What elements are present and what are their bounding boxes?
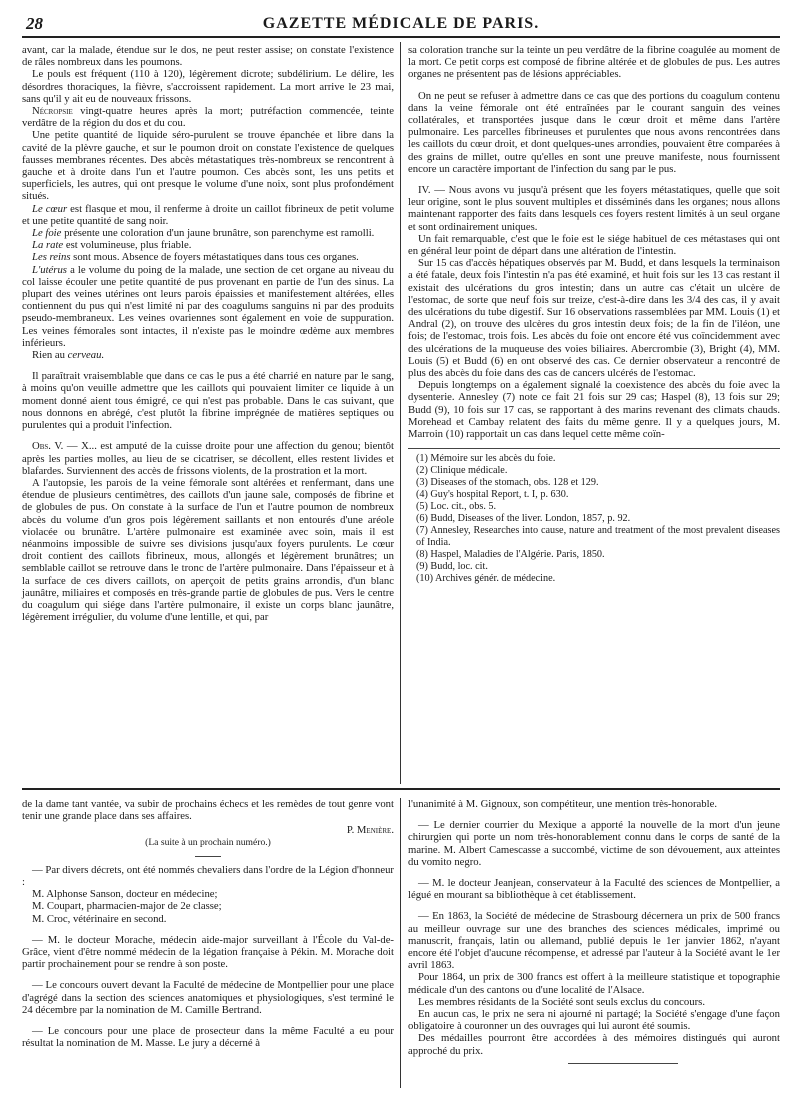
paragraph: Il paraîtrait vraisemblable que dans ce cas le pus a été charrié en nature par le sang, à moins qu'on veuille admettre que les caillots qui pouvaient limiter ce liquide à un moment donné aient tous émigré, ce qui n'est pas probable. Dans le cas suivant, que nous donnons en abrégé, c'est plutôt la fibrine imprégnée de matières septiques ou purulentes qui a produit l'infection. xyxy=(22,370,394,432)
paragraph: Obs. V. — X... est amputé de la cuisse droite pour une affection du genou; bientôt après les parties molles, au lieu de se cicatriser, se décollent, elles restent livides et blafardes. Surviennent des accès de frissons violents, de la prostration et la mort. xyxy=(22,440,394,477)
footnote: (9) Budd, loc. cit. xyxy=(416,561,488,573)
news-item: — Le dernier courrier du Mexique a apporté la nouvelle de la mort d'un jeune chirurgien qui porte un nom très-honorablement connu dans le corps de santé de la marine. M. Albert Camescasse a succombé, victime de son dévouement, aux atteintes du vomito negro. xyxy=(408,819,780,868)
news-subitem: M. Alphonse Sanson, docteur en médecine; xyxy=(32,888,218,901)
paragraph: avant, car la malade, étendue sur le dos, ne peut rester assise; on constate l'existence de râles nombreux dans les poumons. xyxy=(22,44,394,69)
news-item: — En 1863, la Société de médecine de Strasbourg décernera un prix de 500 francs au meilleur ouvrage sur une des branches des sciences médicales, imprimé ou manuscrit, français, latin ou allemand, publié depuis le 1er janvier 1862, n'ayant encore été l'objet d'aucune récompense, et adressé par l'auteur à la Société avant le 1er avril 1863. xyxy=(408,910,780,972)
paragraph: La rate est volumineuse, plus friable. xyxy=(32,239,192,252)
continuation-note: (La suite à un prochain numéro.) xyxy=(145,836,271,848)
section-divider xyxy=(22,788,780,790)
necropsy-heading: Nécropsie xyxy=(32,105,73,118)
news-item: Des médailles pourront être accordées à des mémoires distingués qui auront approché du prix. xyxy=(408,1032,780,1057)
paragraph: Une petite quantité de liquide séro-purulent se trouve épanchée et libre dans la cavité de la plèvre gauche, et sur le poumon droit on constate l'existence de quelques fausses membranes récentes. Des abcès métastatiques très-nombreux se rencontrent à gauche et à droite dans l'un et l'autre poumon. Ces abcès sont, les uns petits et superficiels, les autres, qui ont presque le volume d'une noix, sont plus profondément situés. xyxy=(22,129,394,203)
page-title: GAZETTE MÉDICALE DE PARIS. xyxy=(262,15,540,32)
paragraph: Depuis longtemps on a également signalé la coexistence des abcès du foie avec la dysenterie. Annesley (7) note ce fait 21 fois sur 29 cas; Haspel (8), 13 fois sur 29; Budd (9), 10 fois sur 17 cas, se rapportant à des marins revenant des climats chauds. Morehead et Cambay relatent des faits du même genre. Il y a quelques jours, M. Marroin (10) rapportait un cas dans lequel cette même coïn- xyxy=(408,379,780,441)
left-column xyxy=(22,44,394,623)
paragraph: de la dame tant vantée, va subir de prochains échecs et les remèdes de tout genre vont tenir une grande place dans ses affaires. xyxy=(22,798,394,823)
footnote: (2) Clinique médicale. xyxy=(416,465,508,477)
footnote: (4) Guy's hospital Report, t. I, p. 630. xyxy=(416,489,569,501)
paragraph: sa coloration tranche sur la teinte un peu verdâtre de la fibrine coagulée au moment de la mort. Ce petit corps est composé de fibrine altérée et de globules de pus. Les autres organes ne présentent pas de lésions appréciables. xyxy=(408,44,780,81)
signature: P. Menière. xyxy=(346,824,394,837)
news-item: — M. le docteur Morache, médecin aide-major surveillant à l'École du Val-de-Grâce, vient d'être nommé médecin de la légation française à Pékin. M. Morache doit partir prochainement pour se rendre à son poste. xyxy=(22,933,394,971)
paragraph: A l'autopsie, les parois de la veine fémorale sont altérées et renfermant, dans une étendue de plusieurs centimètres, des caillots d'un jaune sale, composés de fibrine et de globules de pus. On constate à la surface de l'un et l'autre poumon de nombreux abcès du volume d'un gros pois légèrement saillants et non entourés d'une aréole violacée ou brunâtre. L'artère pulmonaire est examinée avec soin, mais il est néanmoins impossible de suivre ses divisions jusqu'aux foyers purulents. Le cœur droit contient des caillots fibrineux, mous, allongés et légèrement brunâtres; un semblable caillot se retrouve dans le tronc de l'artère pulmonaire. Dans l'épaisseur et à la surface de ces divers caillots, on aperçoit de petits grains arrondis, d'un blanc jaunâtre, miliaires et composés en très-grande partie de globules de pus. Vers le centre du coagulum qui siége dans l'artère pulmonaire, il existe un corps blanc jaunâtre, légèrement irrégulier, du volume d'une lentille, et qui, par xyxy=(22,476,394,624)
news-item: Pour 1864, un prix de 300 francs est offert à la meilleure statistique et topographie médicale d'un des cantons ou d'une localité de l'Alsace. xyxy=(408,971,780,996)
news-item: — M. le docteur Jeanjean, conservateur à la Faculté des sciences de Montpellier, a légué en mourant sa bibliothèque à cet établissement. xyxy=(408,877,780,902)
news-item: En aucun cas, le prix ne sera ni ajourné ni partagé; la Société s'engage d'une façon obligatoire à couronner un des ouvrages qui lui auront été soumis. xyxy=(408,1008,780,1033)
column-divider xyxy=(400,42,401,784)
paragraph: Le pouls est fréquent (110 à 120), légèrement dicrote; subdélirium. Le délire, les désordres thoraciques, la fièvre, s'accroissent rapidement. La mort arrive le 23 mai, sans qu'il y ait eu de nouveaux frissons. xyxy=(22,68,394,105)
news-right-column xyxy=(408,798,780,1064)
footnote: (1) Mémoire sur les abcès du foie. xyxy=(416,453,556,465)
newspaper-page xyxy=(22,8,780,1092)
news-left-column xyxy=(22,798,394,1049)
news-item: — Le concours pour une place de prosecteur dans la même Faculté a eu pour résultat la nomination de M. Masse. Le jury a décerné à xyxy=(22,1025,394,1050)
paragraph: Rien au cerveau. xyxy=(32,349,105,362)
end-rule xyxy=(568,1063,678,1064)
paragraph: l'unanimité à M. Gignoux, son compétiteur, une mention très-honorable. xyxy=(408,798,717,810)
news-item: — Le concours ouvert devant la Faculté de médecine de Montpellier pour une place d'agrégé dans la section des sciences anatomiques et physiologiques, s'est terminé le 24 décembre par la nomination de M. Camille Bertrand. xyxy=(22,979,394,1016)
paragraph: On ne peut se refuser à admettre dans ce cas que des portions du coagulum contenu dans la veine fémorale ont été entraînées par le courant sanguin des veines collatérales, et transportées jusque dans le cœur droit et même dans l'artère pulmonaire. Les parcelles fibrineuses et purulentes que nous avons rencontrées dans les caillots du cœur droit, et dont quelques-unes arrondies, pouvaient être comparées à des grains de millet, outre qu'elles en sont une preuve manifeste, nous fournissent encore un caractère important de l'infection du sang par le pus. xyxy=(408,89,780,175)
right-column xyxy=(408,44,780,585)
paragraph: Les reins sont mous. Absence de foyers métastatiques dans tous ces organes. xyxy=(32,251,359,264)
footnote: (6) Budd, Diseases of the liver. London, 1857, p. 92. xyxy=(416,513,631,525)
page-number: 28 xyxy=(26,14,43,33)
paragraph: L'utérus a le volume du poing de la malade, une section de cet organe au niveau du col laisse écouler une petite quantité de pus provenant en partie de l'un des sinus. La plupart des veines utérines ont leurs parois épaissies et manifestement altérées, elles contiennent du pus qui n'est limité ni par des coagulums sanguins ni par des produits pseudo-membraneux. Les veines ovariennes sont également en voie de suppuration. Les veines fémorales sont intactes, il n'existe pas le moindre œdème aux membres inférieurs. xyxy=(22,263,394,349)
observation-heading: Obs. V. — X... xyxy=(32,440,97,453)
lower-section xyxy=(22,798,780,1088)
footnote: (10) Archives génér. de médecine. xyxy=(416,573,556,585)
news-subitem: M. Coupart, pharmacien-major de 2e classe; xyxy=(32,900,222,913)
paragraph: Un fait remarquable, c'est que le foie est le siége habituel de ces métastases qui ont en général leur point de départ dans une altération de l'intestin. xyxy=(408,232,780,258)
paragraph: Le foie présente une coloration d'un jaune brunâtre, son parenchyme est ramolli. xyxy=(32,227,375,240)
page-header xyxy=(22,8,780,38)
paragraph: Sur 15 cas d'accès hépatiques observés par M. Budd, et dans lesquels la terminaison a été fatale, deux fois l'intestin n'a pas été examiné, et huit fois sur les 13 cas restant il existait des ulcérations du gros intestin; dans un autre cas c'était un ulcère de l'estomac, de sorte que neuf fois sur treize, c'est-à-dire dans les 3/4 des cas, il y avait des ulcérations du tube digestif. Sur 16 observations rassemblées par MM. Louis (1) et Andral (2), on trouve des ulcères du gros intestin deux fois; de la fin de l'iléon, une fois; de l'estomac, trois fois. Les abcès du foie ont encore été vus coïncidemment avec des ulcérations de la muqueuse des voies biliaires. Abercrombie (3), Bright (4), MM. Louis (5) et Budd (6) en ont observé des cas. Ce dernier observateur a rencontré de plus des abcès du foie dans des cas de cancers ulcérés de l'estomac. xyxy=(408,257,780,380)
upper-section xyxy=(22,44,780,784)
paragraph: Nécropsie vingt-quatre heures après la mort; putréfaction commencée, teinte verdâtre de la région du dos et du cou. xyxy=(22,105,394,130)
footnote: (3) Diseases of the stomach, obs. 128 et 129. xyxy=(416,477,599,489)
footnote: (5) Loc. cit., obs. 5. xyxy=(416,501,497,513)
divider xyxy=(195,856,221,857)
news-item: — Par divers décrets, ont été nommés chevaliers dans l'ordre de la Légion d'honneur : xyxy=(22,863,394,889)
paragraph: Le cœur est flasque et mou, il renferme à droite un caillot fibrineux de petit volume et une petite quantité de sang noir. xyxy=(22,202,394,227)
section-iv-paragraph: IV. — Nous avons vu jusqu'à présent que les foyers métastatiques, quelle que soit leur origine, sont le plus souvent multiples et disséminés dans les organes; nous allons maintenant rapporter des faits dans lesquels ces foyers restent limités à un seul organe et sont ordinairement uniques. xyxy=(408,184,780,233)
news-item: Les membres résidants de la Société sont seuls exclus du concours. xyxy=(418,995,706,1008)
news-subitem: M. Croc, vétérinaire en second. xyxy=(32,912,167,925)
footnote: (8) Haspel, Maladies de l'Algérie. Paris, 1850. xyxy=(416,549,605,561)
footnote: (7) Annesley, Researches into cause, nature and treatment of the most prevalent diseases of India. xyxy=(416,525,780,549)
footnotes xyxy=(408,448,780,585)
